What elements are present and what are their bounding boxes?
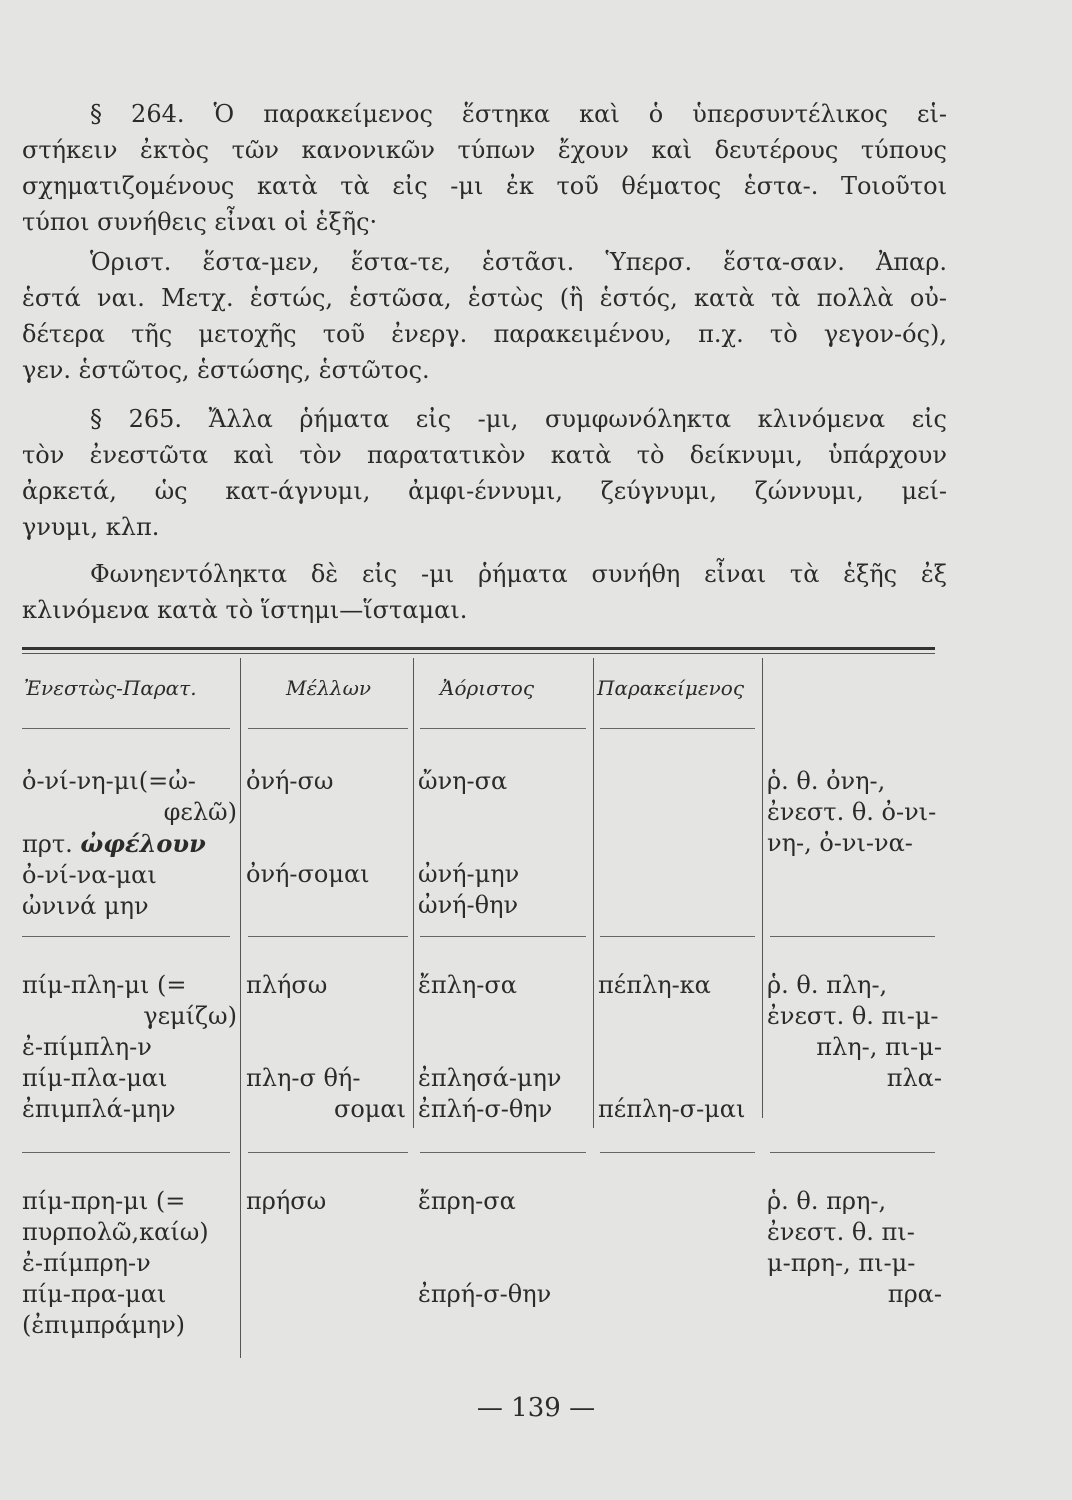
cell-line: (ἐπιμπράμην)	[22, 1311, 186, 1339]
group-3-stem-note	[767, 1186, 942, 1310]
cell-line: πίμ-πλα-μαι	[22, 1064, 168, 1092]
cell-line	[598, 1001, 745, 1032]
table-top-rule-thin	[22, 653, 935, 654]
group-2-perfect	[598, 970, 745, 1125]
header-underline	[22, 728, 230, 729]
table-top-rule	[22, 647, 935, 650]
group-separator	[420, 936, 586, 937]
cell-line: ὤνη-σα	[418, 767, 508, 795]
cell-line	[418, 797, 519, 828]
cell-line: ὠνή-θην	[418, 891, 519, 919]
cell-line: ὠνή-μην	[418, 860, 520, 888]
cell-line: φελῶ)	[163, 798, 237, 826]
cell-line: γεμίζω)	[143, 1002, 237, 1030]
column-divider	[240, 658, 241, 1358]
forms-line-1: Ὁριστ. ἕστα-μεν, ἕστα-τε, ἑστᾶσι. Ὑπερσ. ἕστα-σαν. Ἀπαρ.	[90, 248, 947, 276]
section-265-line-2: τὸν ἐνεστῶτα καὶ τὸν παρατατικὸν κατὰ τὸ δείκνυμι, ὑπάρχουν	[22, 441, 947, 469]
header-aorist: Ἀόριστος	[440, 676, 535, 700]
group-1-present	[22, 766, 237, 922]
cell-line: μ-πρη-, πι-μ-	[767, 1249, 916, 1277]
cell-line: πλήσω	[246, 971, 328, 999]
cell-line: ἐνεστ. θ. πι-μ-	[767, 1002, 939, 1030]
column-divider	[762, 658, 763, 1118]
group-3-future	[246, 1186, 326, 1217]
group-separator	[770, 1152, 935, 1153]
column-divider	[593, 658, 594, 1128]
header-underline	[248, 728, 408, 729]
group-2-future	[246, 970, 406, 1125]
section-264-line-2: στήκειν ἐκτὸς τῶν κανονικῶν τύπων ἔχουν καὶ δευτέρους τύπους	[22, 136, 947, 164]
cell-line	[246, 1001, 406, 1032]
cell-line: ῥ. θ. πλη-,	[767, 971, 888, 999]
group-separator	[248, 936, 408, 937]
group-separator	[600, 936, 755, 937]
header-perfect: Παρακείμενος	[597, 676, 745, 700]
cell-line: πρήσω	[246, 1187, 327, 1215]
group-separator	[420, 1152, 586, 1153]
vowel-stem-line-1: Φωνηεντόληκτα δὲ εἰς -μι ῥήματα συνήθη εἶναι τὰ ἑξῆς ἐξ	[90, 560, 947, 588]
cell-line: ὠνινά μην	[22, 892, 149, 920]
group-1-future	[246, 766, 370, 890]
cell-line: ἐπρή-σ-θην	[418, 1280, 552, 1308]
cell-line: ἔπρη-σα	[418, 1187, 516, 1215]
group-separator	[248, 1152, 408, 1153]
cell-line: νη-, ὀ-νι-να-	[767, 829, 913, 857]
forms-line-4: γεν. ἑστῶτος, ἑστώσης, ἑστῶτος.	[22, 356, 430, 384]
cell-line	[418, 1001, 562, 1032]
section-264-line-3: σχηματιζομένους κατὰ τὰ εἰς -μι ἐκ τοῦ θέματος ἑστα-. Τοιοῦτοι	[22, 172, 947, 200]
cell-line: ἐπιμπλά-μην	[22, 1095, 176, 1123]
group-separator	[600, 1152, 755, 1153]
cell-line: πίμ-πλη-μι (=	[22, 971, 187, 999]
cell-line: ἐνεστ. θ. ὀ-νι-	[767, 798, 937, 826]
cell-line	[246, 1032, 406, 1063]
group-separator	[22, 936, 230, 937]
section-265-line-3: ἀρκετά, ὡς κατ-άγνυμι, ἀμφι-έννυμι, ζεύγνυμι, ζώννυμι, μεί-	[22, 477, 947, 505]
group-separator	[770, 936, 935, 937]
cell-line: σομαι	[333, 1095, 406, 1123]
cell-line: πίμ-πρη-μι (=	[22, 1187, 186, 1215]
cell-line: πλα-	[886, 1064, 942, 1092]
cell-line	[246, 828, 370, 859]
group-2-present	[22, 970, 237, 1125]
cell-line: ὀ-νί-νη-μι(=ὠ-	[22, 767, 196, 795]
cell-line: πρτ. ὠφέλουν	[22, 829, 206, 858]
cell-line: ἐ-πίμπλη-ν	[22, 1033, 152, 1061]
cell-line	[598, 1032, 745, 1063]
section-265-line-1: § 265. Ἄλλα ῥήματα εἰς -μι, συμφωνόληκτα κλινόμενα εἰς	[90, 405, 947, 433]
group-2-aorist	[418, 970, 562, 1125]
group-separator	[22, 1152, 230, 1153]
group-3-aorist	[418, 1186, 551, 1310]
cell-line: ἐπλησά-μην	[418, 1064, 562, 1092]
section-264-line-1: § 264. Ὁ παρακείμενος ἕστηκα καὶ ὁ ὑπερσυντέλικος εἱ-	[90, 100, 947, 128]
vowel-stem-line-2: κλινόμενα κατὰ τὸ ἵστημι—ἵσταμαι.	[22, 596, 468, 624]
cell-line: πλη-σ θή-	[246, 1064, 361, 1092]
group-1-aorist	[418, 766, 519, 921]
cell-line: πυρπολῶ,καίω)	[22, 1218, 209, 1246]
cell-line	[246, 797, 370, 828]
group-2-stem-note	[767, 970, 942, 1094]
group-1-stem-note	[767, 766, 936, 859]
page-number: — 139 —	[476, 1393, 596, 1423]
cell-line: ἔπλη-σα	[418, 971, 517, 999]
forms-line-2: ἑστά ναι. Μετχ. ἑστώς, ἑστῶσα, ἑστὼς (ἢ ἑστός, κατὰ τὰ πολλὰ οὐ-	[22, 284, 947, 312]
cell-line	[418, 1032, 562, 1063]
group-3-present	[22, 1186, 237, 1341]
cell-line: ῥ. θ. πρη-,	[767, 1187, 887, 1215]
cell-line	[598, 1063, 745, 1094]
column-divider	[413, 658, 414, 1128]
forms-paragraph	[22, 244, 947, 388]
section-264-line-4: τύποι συνήθεις εἶναι οἱ ἑξῆς·	[22, 208, 378, 236]
cell-line	[418, 1248, 551, 1279]
cell-line	[418, 828, 519, 859]
cell-line: ἐ-πίμπρη-ν	[22, 1249, 151, 1277]
cell-line: πίμ-πρα-μαι	[22, 1280, 167, 1308]
cell-line: ὀ-νί-να-μαι	[22, 861, 157, 889]
header-present: Ἐνεστὼς-Παρατ.	[24, 676, 197, 700]
cell-line: πρα-	[887, 1280, 942, 1308]
cell-line	[418, 1217, 551, 1248]
section-265-line-4: γνυμι, κλπ.	[22, 513, 160, 541]
cell-line: πέπλη-σ-μαι	[598, 1095, 746, 1123]
cell-line: πλη-, πι-μ-	[816, 1033, 942, 1061]
cell-line: ἐνεστ. θ. πι-	[767, 1218, 915, 1246]
header-future: Μέλλων	[286, 676, 372, 700]
header-underline	[600, 728, 755, 729]
cell-line: ὀνή-σομαι	[246, 860, 370, 888]
forms-line-3: δέτερα τῆς μετοχῆς τοῦ ἐνεργ. παρακειμένου, π.χ. τὸ γεγον-ός),	[22, 320, 947, 348]
vowel-stem-paragraph	[22, 556, 947, 628]
cell-line: ὀνή-σω	[246, 767, 334, 795]
cell-line: ῥ. θ. ὀνη-,	[767, 767, 886, 795]
cell-line: ἐπλή-σ-θην	[418, 1095, 553, 1123]
section-264	[22, 96, 947, 240]
header-underline	[420, 728, 586, 729]
cell-line: πέπλη-κα	[598, 971, 711, 999]
section-265	[22, 401, 947, 545]
